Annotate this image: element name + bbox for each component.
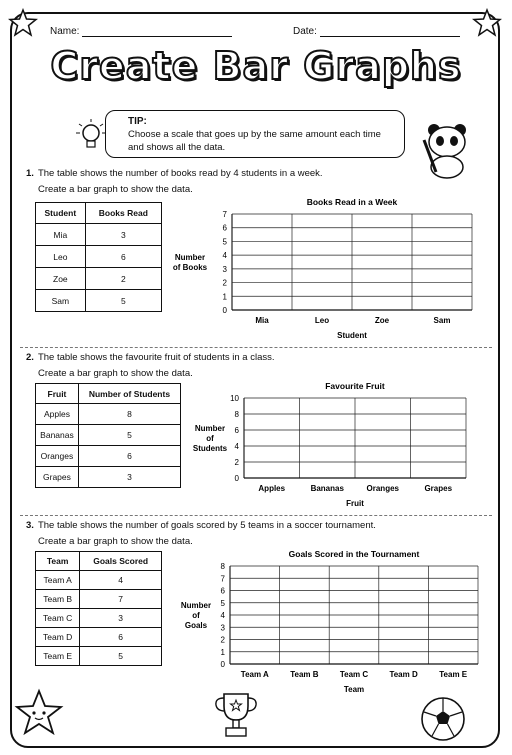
y-tick-label: 2 [234, 458, 239, 467]
x-tick-label: Grapes [424, 484, 453, 493]
y-axis-label: of Books [172, 263, 208, 272]
lightbulb-icon [74, 116, 108, 156]
trophy-icon [212, 690, 260, 740]
question-2-text: 2. The table shows the favourite fruit of students in a class. Create a bar graph to show the data. [26, 352, 275, 379]
x-tick-label: Apples [258, 484, 286, 493]
y-tick-label: 8 [220, 562, 225, 571]
x-axis-label: Student [337, 331, 367, 340]
y-tick-label: 6 [220, 586, 225, 596]
name-field[interactable] [50, 26, 232, 37]
tip-label: TIP: [128, 116, 147, 127]
star-icon [472, 8, 502, 38]
chart-title: Goals Scored in the Tournament [288, 549, 420, 559]
y-axis-label: Number [180, 601, 212, 610]
x-tick-label: Team A [240, 670, 269, 679]
star-icon [8, 8, 38, 38]
x-tick-label: Team E [439, 670, 468, 679]
bar-chart-1[interactable] [170, 194, 480, 346]
y-tick-label: 5 [222, 237, 227, 247]
y-tick-label: 4 [222, 251, 227, 261]
x-tick-label: Zoe [374, 316, 390, 325]
name-label: Name: [50, 26, 80, 37]
date-field[interactable] [293, 26, 460, 37]
y-tick-label: 7 [220, 574, 225, 584]
panda-icon [412, 120, 482, 180]
data-table-3: Team Goals Scored Team A 4 Team B 7 Team C 3 Team D 6 Team E 5 [35, 551, 162, 666]
y-tick-label: 4 [234, 442, 239, 451]
x-tick-label: Team D [389, 670, 418, 679]
divider [20, 515, 492, 516]
soccer-ball-icon [420, 696, 466, 742]
x-tick-label: Team C [339, 670, 369, 679]
divider [20, 347, 492, 348]
y-tick-label: 0 [234, 474, 239, 483]
y-axis-label: Number [174, 253, 206, 262]
y-tick-label: 0 [222, 306, 227, 315]
y-tick-label: 2 [220, 635, 225, 645]
x-tick-label: Team B [290, 670, 319, 679]
page-title: Create Bar Graphs [50, 44, 462, 88]
y-tick-label: 10 [230, 394, 239, 403]
y-tick-label: 7 [222, 210, 227, 219]
chart-title: Books Read in a Week [306, 197, 398, 207]
x-axis-label: Team [343, 685, 365, 694]
data-table-1: Student Books Read Mia 3 Leo 6 Zoe 2 Sam 5 [35, 202, 162, 312]
date-line[interactable] [320, 36, 460, 37]
x-tick-label: Bananas [310, 484, 344, 493]
x-tick-label: Sam [433, 316, 451, 325]
y-tick-label: 2 [222, 278, 227, 288]
y-axis-label: Goals [184, 621, 208, 630]
x-tick-label: Oranges [366, 484, 399, 493]
chart-title: Favourite Fruit [325, 381, 385, 391]
x-axis-label: Fruit [346, 499, 364, 508]
y-axis-label: of [192, 611, 200, 620]
bar-chart-2[interactable] [186, 378, 476, 512]
y-tick-label: 0 [220, 660, 225, 669]
name-line[interactable] [82, 36, 232, 37]
date-label: Date: [293, 26, 317, 37]
y-tick-label: 4 [220, 611, 225, 620]
bar-chart-3[interactable] [170, 546, 488, 696]
x-tick-label: Mia [255, 316, 269, 325]
y-axis-label: Number [194, 424, 226, 433]
y-tick-label: 3 [222, 264, 227, 274]
x-tick-label: Leo [314, 316, 330, 325]
y-tick-label: 5 [220, 598, 225, 608]
tip-text: Choose a scale that goes up by the same amount each time and shows all the data. [128, 129, 381, 153]
y-axis-label: Students [192, 444, 228, 453]
data-table-2: Fruit Number of Students Apples 8 Bananas 5 Oranges 6 Grapes 3 [35, 383, 181, 488]
y-tick-label: 6 [222, 223, 227, 233]
y-tick-label: 8 [234, 410, 239, 419]
question-1-text: 1. The table shows the number of books read by 4 students in a week. Create a bar graph to show the data. [26, 168, 323, 195]
y-axis-label: of [206, 434, 214, 443]
y-tick-label: 3 [220, 623, 225, 633]
smiling-star-icon [14, 688, 64, 736]
y-tick-label: 1 [220, 647, 225, 657]
tip-box [105, 110, 405, 158]
y-tick-label: 6 [234, 426, 239, 435]
y-tick-label: 1 [222, 292, 227, 302]
question-3-text: 3. The table shows the number of goals scored by 5 teams in a soccer tournament. Create a bar graph to show the data. [26, 520, 376, 547]
